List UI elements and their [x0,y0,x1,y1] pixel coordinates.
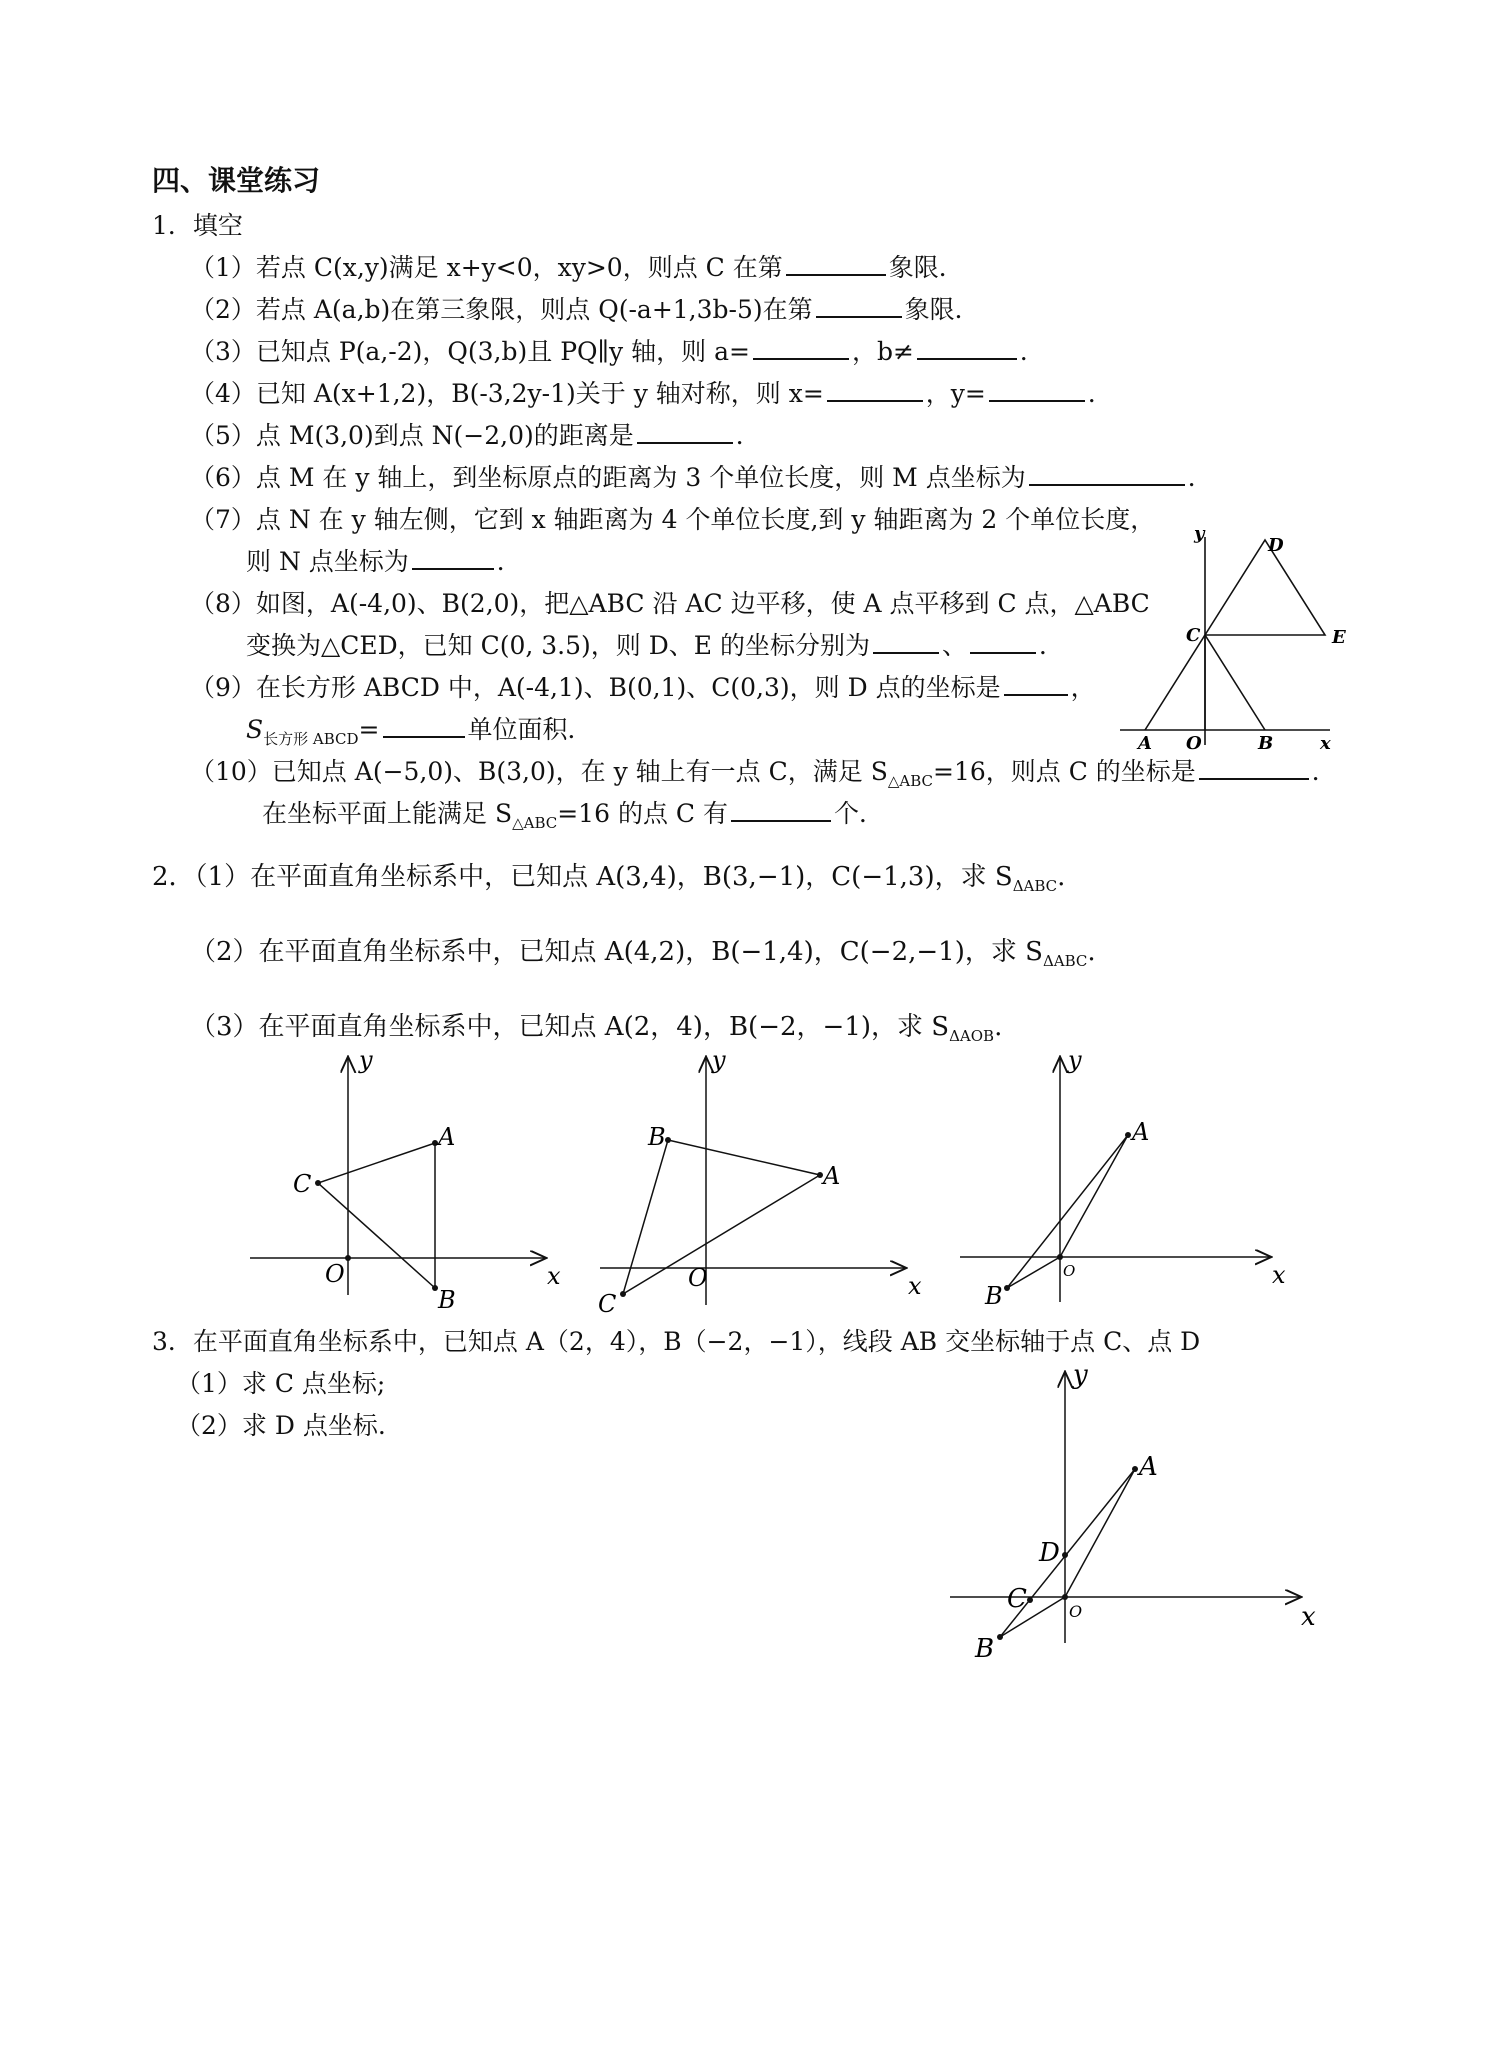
q1-item-2: （2）若点 A(a,b)在第三象限，则点 Q(-a+1,3b-5)在第 象限． [190,295,980,324]
q1-item-4: （4）已知 A(x+1,2)，B(-3,2y-1)关于 y 轴对称，则 x= ，y= ． [190,379,1113,408]
q3-part-1: （1）求 C 点坐标; [176,1369,386,1398]
answer-blank[interactable] [989,378,1085,402]
q2-part-2: （2）在平面直角坐标系中，已知点 A(4,2)，B(−1,4)，C(−2,−1)，求 $S_{\Delta ABC}$. [190,937,1096,971]
label-b: B [1258,733,1274,754]
q1-item-10-cont: 在坐标平面上能满足 $S_{\triangle ABC}=16$ 的点 C 有 个． [262,799,884,832]
label-o: O [325,1260,345,1288]
answer-blank[interactable] [753,336,849,360]
label-c: C [598,1290,617,1318]
answer-blank[interactable] [917,336,1017,360]
label-x: x [1301,1602,1316,1632]
answer-blank[interactable] [970,630,1036,654]
label-d: D [1268,535,1284,556]
q3-stem: 3．在平面直角坐标系中，已知点 A（2，4），B（−2，−1），线段 AB 交坐标轴于点 C、点 D [152,1327,1201,1356]
triangle-ced [1205,540,1325,635]
answer-blank[interactable] [1029,462,1185,486]
label-y: y [1068,1046,1082,1074]
label-a: A [1138,733,1152,754]
figure-q3 [945,1360,1325,1675]
label-a: A [1132,1118,1150,1146]
answer-blank[interactable] [1004,672,1068,696]
q1-item-8: （8）如图，A(-4,0)、B(2,0)，把△ABC 沿 AC 边平移，使 A 点平移到 C 点，△ABC [190,589,1150,618]
q2-part-3: （3）在平面直角坐标系中，已知点 A(2，4)，B(−2，−1)，求 $S_{\Delta AOB}$. [190,1012,1003,1046]
label-c: C [293,1170,312,1198]
label-o: O [1063,1262,1076,1280]
q1-item-9: （9）在长方形 ABCD 中，A(-4,1)、B(0,1)、C(0,3)，则 D 点的坐标是 ， [190,673,1096,702]
label-a: A [438,1123,456,1151]
label-o: O [688,1264,708,1292]
label-c: C [1186,625,1201,646]
answer-blank[interactable] [786,252,886,276]
label-e: E [1332,627,1346,648]
label-y: y [712,1046,726,1074]
label-b: B [438,1286,456,1314]
label-o: O [1186,733,1202,754]
figure-q2-2 [590,1046,930,1320]
answer-blank[interactable] [731,798,831,822]
section-title: 四、课堂练习 [152,164,321,197]
q1-item-9-cont: $S_{长方形 ABCD}=$ 单位面积． [246,715,593,748]
answer-blank[interactable] [383,714,465,738]
q1-item-1: （1）若点 C(x,y)满足 x+y<0，xy>0，则点 C 在第 象限． [190,253,964,282]
q1-item-8-cont: 变换为△CED，已知 C(0, 3.5)，则 D、E 的坐标分别为 、 ． [246,631,1065,660]
q1-item-5: （5）点 M(3,0)到点 N(−2,0)的距离是 ． [190,421,761,450]
label-x: x [1272,1261,1286,1289]
q2-part-1: 2．（1）在平面直角坐标系中，已知点 A(3,4)，B(3,−1)，C(−1,3)，求 $S_{\Delta ABC}$. [152,862,1066,896]
label-y: y [1194,523,1205,544]
label-b: B [985,1282,1003,1310]
label-a: A [1139,1452,1158,1482]
figure-translation [1120,523,1370,754]
triangle-abc [623,1140,820,1294]
label-c: C [1007,1584,1027,1614]
q1-item-6: （6）点 M 在 y 轴上，到坐标原点的距离为 3 个单位长度，则 M 点坐标为 ． [190,463,1213,492]
answer-blank[interactable] [816,294,902,318]
answer-blank[interactable] [873,630,939,654]
q1-item-3: （3）已知点 P(a,-2)，Q(3,b)且 PQ∥y 轴，则 a= ，b≠ ． [190,337,1045,366]
label-x: x [547,1262,561,1290]
answer-blank[interactable] [827,378,923,402]
label-a: A [823,1162,841,1190]
figure-q2-1 [245,1046,575,1320]
q3-part-2: （2）求 D 点坐标. [176,1411,386,1440]
figure-q2-3 [950,1040,1295,1320]
answer-blank[interactable] [1199,756,1309,780]
q1-item-10: （10）已知点 A(−5,0)、B(3,0)，在 y 轴上有一点 C，满足 $S_{\triangle ABC}=16$，则点 C 的坐标是 ． [190,757,1337,790]
answer-blank[interactable] [637,420,733,444]
q1-item-7: （7）点 N 在 y 轴左侧，它到 x 轴距离为 4 个单位长度,到 y 轴距离为 2 个单位长度， [190,505,1156,534]
label-y: y [1073,1360,1088,1390]
label-o: O [1069,1602,1083,1621]
label-x: x [1320,733,1331,754]
label-d: D [1039,1538,1060,1568]
label-b: B [975,1634,995,1664]
question-1-title: 1．填空 [152,211,243,240]
label-x: x [908,1272,922,1300]
answer-blank[interactable] [412,546,494,570]
q1-item-7-cont: 则 N 点坐标为 ． [246,547,522,576]
label-y: y [359,1046,373,1074]
label-b: B [648,1123,666,1151]
